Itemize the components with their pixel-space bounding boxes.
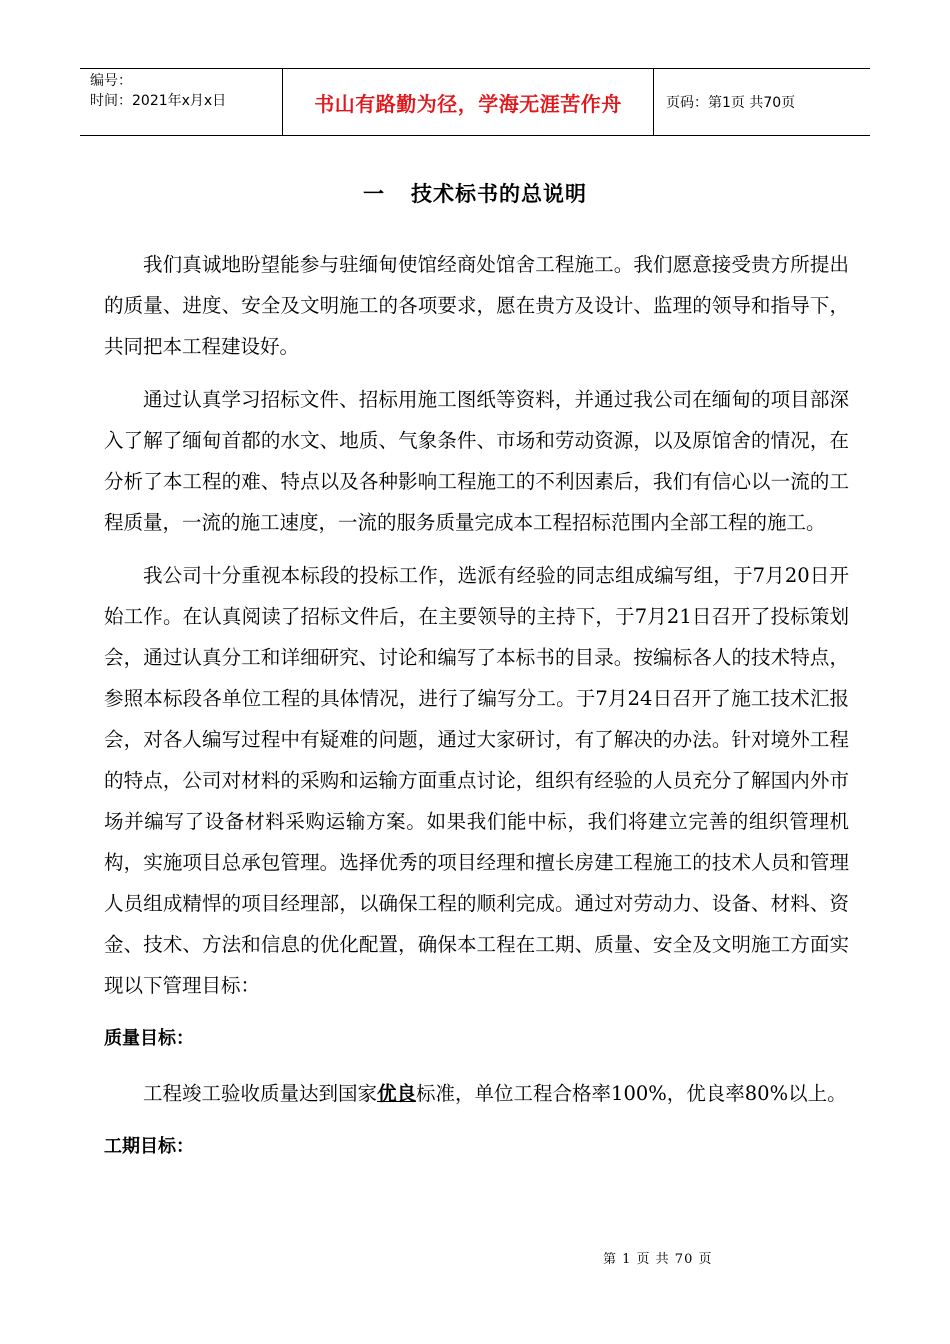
page-footer: 第 1 页 共 70 页 [603, 1252, 713, 1267]
header-page-info [654, 69, 870, 135]
section-title-text: 技术标书的总说明 [411, 182, 587, 206]
paragraph-intro: 我们真诚地盼望能参与驻缅甸使馆经商处馆舍工程施工。我们愿意接受贵方所提出的质量、进度、安全及文明施工的各项要求，愿在贵方及设计、监理的领导和指导下，共同把本工程建设好。 [104, 253, 849, 358]
document-time-label: 时间：2021年x月x日 [90, 93, 227, 109]
header-motto-cell [283, 69, 654, 135]
section-title [0, 178, 950, 208]
schedule-target-heading: 工期目标： [104, 1136, 194, 1157]
header-meta [80, 69, 283, 135]
header-page-info-text: 页码：第1页 共70页 [666, 95, 796, 111]
document-number-label: 编号： [90, 73, 132, 89]
paragraph-study: 通过认真学习招标文件、招标用施工图纸等资料，并通过我公司在缅甸的项目部深入了解了缅甸首都的水文、地质、气象条件、市场和劳动资源，以及原馆舍的情况，在分析了本工程的难、特点以及各种影响工程施工的不利因素后，我们有信心以一流的工程质量，一流的施工速度，一流的服务质量完成本工程招标范围内全部工程的施工。 [104, 388, 849, 534]
section-number: 一 [363, 182, 385, 206]
header-motto: 书山有路勤为径，学海无涯苦作舟 [314, 91, 622, 116]
quality-target-heading: 质量目标： [104, 1028, 194, 1049]
document-body [104, 244, 849, 1181]
quality-text-before: 工程竣工验收质量达到国家 [143, 1082, 378, 1105]
quality-target-paragraph [104, 1073, 849, 1114]
quality-text-after: 标准，单位工程合格率100%，优良率80%以上。 [416, 1082, 847, 1105]
paragraph-bidding-work: 我公司十分重视本标段的投标工作，选派有经验的同志组成编写组，于7月20日开始工作。在认真阅读了招标文件后，在主要领导的主持下，于7月21日召开了投标策划会，通过认真分工和详细研究、讨论和编写了本标书的目录。按编标各人的技术特点，参照本标段各单位工程的具体情况，进行了编写分工。于7月24日召开了施工技术汇报会，对各人编写过程中有疑难的问题，通过大家研讨，有了解决的办法。针对境外工程的特点，公司对材料的采购和运输方面重点讨论，组织有经验的人员充分了解国内外市场并编写了设备材料采购运输方案。如果我们能中标，我们将建立完善的组织管理机构，实施项目总承包管理。选择优秀的项目经理和擅长房建工程施工的技术人员和管理人员组成精悍的项目经理部，以确保工程的顺利完成。通过对劳动力、设备、材料、资金、技术、方法和信息的优化配置，确保本工程在工期、质量、安全及文明施工方面实现以下管理目标： [104, 564, 849, 997]
quality-underlined-word: 优良 [377, 1082, 417, 1105]
page-header [80, 68, 870, 136]
